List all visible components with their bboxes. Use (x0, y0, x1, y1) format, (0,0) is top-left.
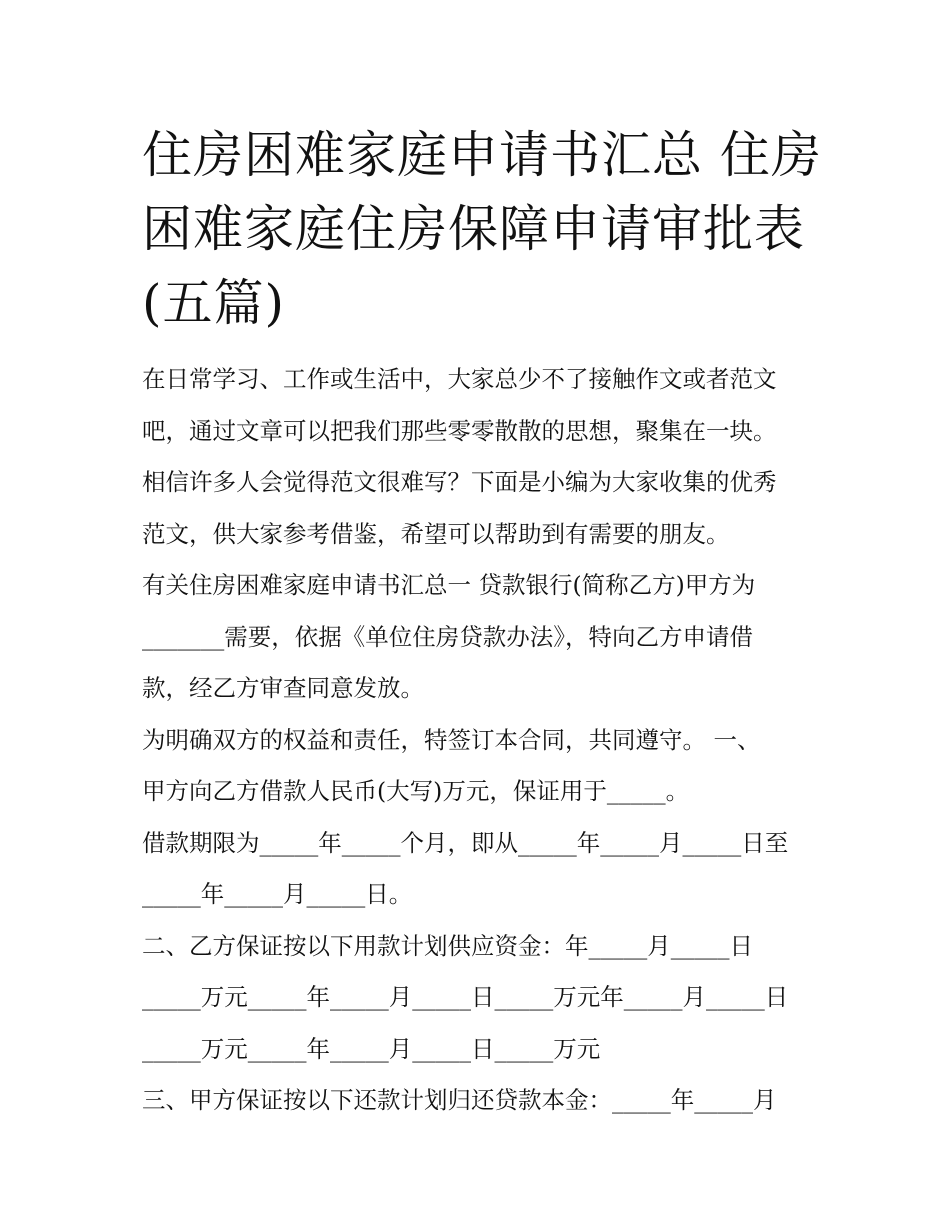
body-line: 相信许多人会觉得范文很难写？下面是小编为大家收集的优秀 (142, 468, 777, 496)
title-line: (五篇) (142, 274, 286, 332)
document-title (142, 118, 822, 340)
body-line: _____万元_____年_____月_____日_____万元 (142, 1034, 601, 1063)
body-line: _____万元_____年_____月_____日_____万元年_____月_____日 (142, 983, 789, 1011)
body-line: 吧，通过文章可以把我们那些零零散散的思想，聚集在一块。 (142, 416, 777, 445)
title-line: 住房困难家庭申请书汇总 住房 (142, 126, 822, 184)
body-line: _____年_____月_____日。 (142, 880, 413, 908)
body-line: 三、甲方保证按以下还款计划归还贷款本金：_____年_____月 (142, 1086, 777, 1114)
body-line: _______需要，依据《单位住房贷款办法》，特向乙方申请借 (142, 622, 753, 651)
body-line: 有关住房困难家庭申请书汇总一 贷款银行(简称乙方)甲方为 (142, 571, 756, 599)
body-line: 在日常学习、工作或生活中，大家总少不了接触作文或者范文 (142, 365, 777, 393)
body-line: 甲方向乙方借款人民币(大写)万元，保证用于_____。 (142, 777, 690, 805)
title-line: 困难家庭住房保障申请审批表 (142, 200, 805, 258)
document-page (142, 118, 822, 1127)
body-line: 借款期限为_____年_____个月，即从_____年_____月_____日至 (142, 828, 789, 857)
body-line: 二、乙方保证按以下用款计划供应资金：年_____月_____日 (142, 931, 753, 960)
body-line: 为明确双方的权益和责任，特签订本合同，共同遵守。 一、 (142, 725, 761, 754)
body-line: 款，经乙方审查同意发放。 (142, 674, 424, 702)
document-body (142, 354, 822, 1127)
body-line: 范文，供大家参考借鉴，希望可以帮助到有需要的朋友。 (142, 519, 730, 548)
